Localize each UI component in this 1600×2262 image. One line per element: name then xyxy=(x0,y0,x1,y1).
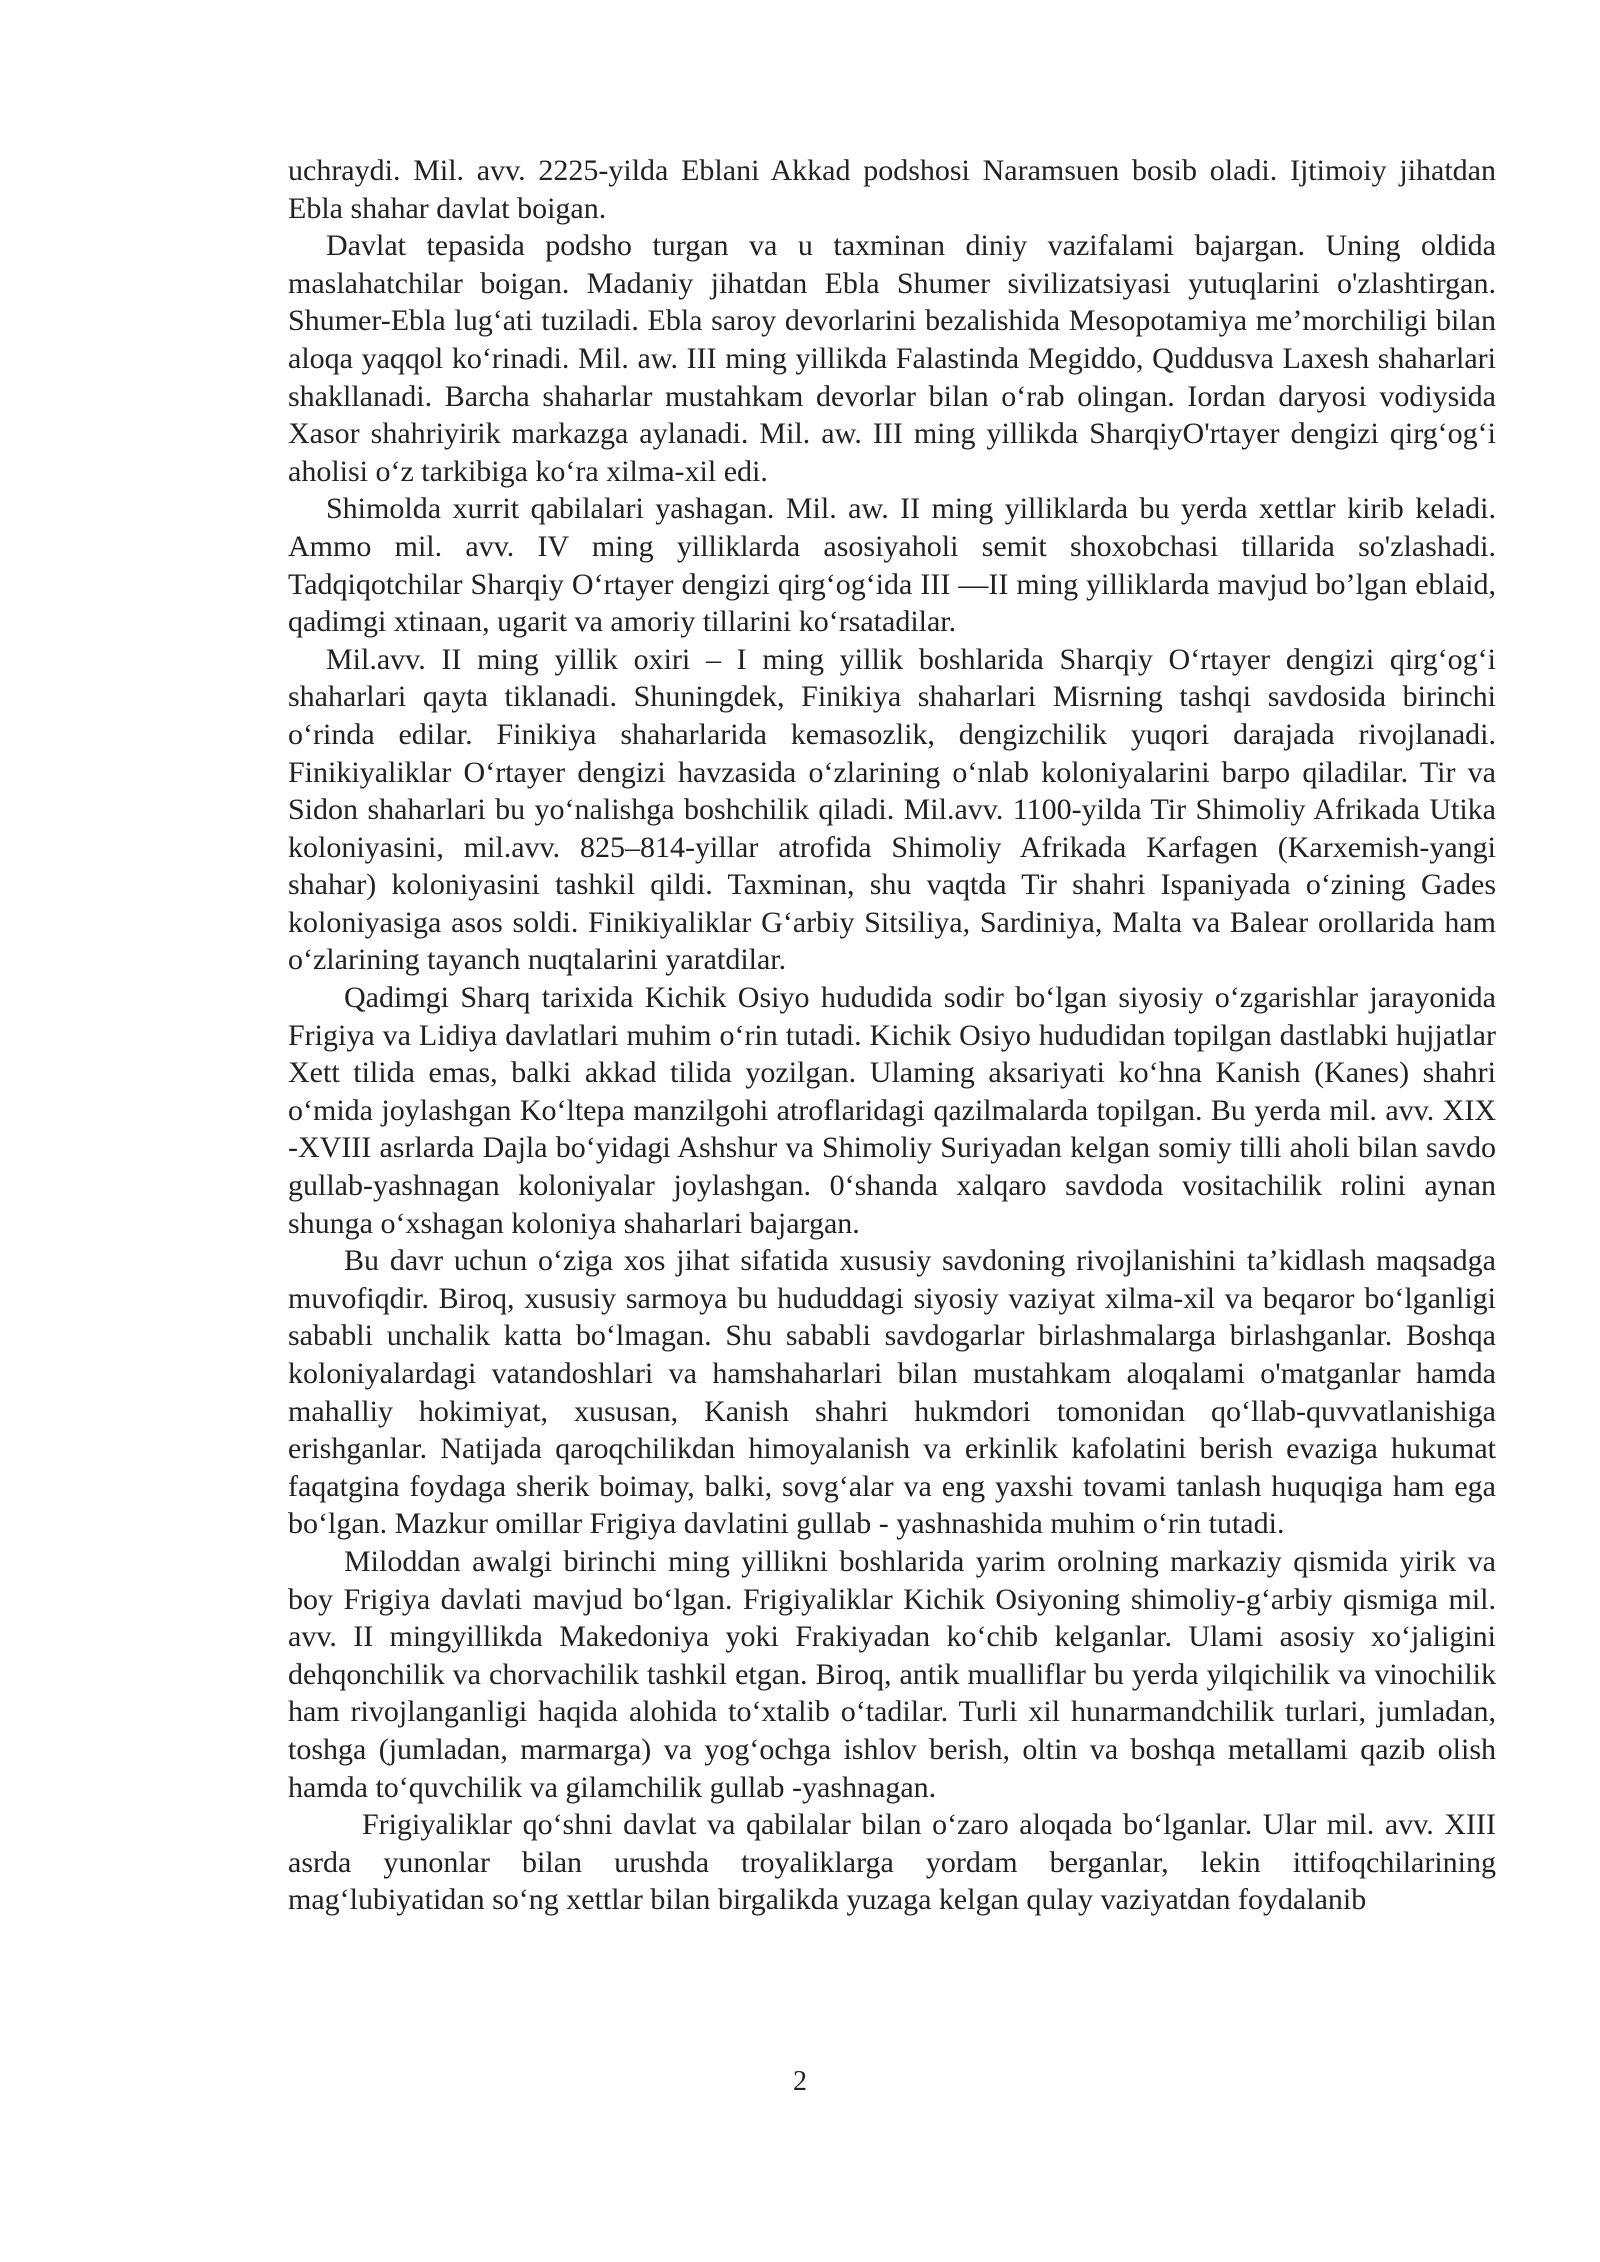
body-text xyxy=(288,152,1496,1919)
paragraph-1: uchraydi. Mil. avv. 2225-yilda Eblani Akkad podshosi Naramsuen bosib oladi. Ijtimoiy jihatdan Ebla shahar davlat boigan. xyxy=(288,154,1496,225)
paragraph-6: Bu davr uchun o‘ziga xos jihat sifatida xususiy savdoning rivojlanishini ta’kidlash maqsadga muvofiqdir. Biroq, xususiy sarmoya bu hududdagi siyosiy vaziyat xilma-xil va beqaror bo‘lganligi sababli unchalik katta bo‘lmagan. Shu sababli savdogarlar birlashmalarga birlashganlar. Boshqa koloniyalardagi vatandoshlari va hamshaharlari bilan mustahkam aloqalami o'matganlar hamda mahalliy hokimiyat, xususan, Kanish shahri hukmdori tomonidan qo‘llab-quvvatlanishiga erishganlar. Natijada qaroqchilikdan himoyalanish va erkinlik kafolatini berish evaziga hukumat faqatgina foydaga sherik boimay, balki, sovg‘alar va eng yaxshi tovami tanlash huquqiga ham ega bo‘lgan. Mazkur omillar Frigiya davlatini gullab - yashnashida muhim o‘rin tutadi. xyxy=(288,1244,1496,1541)
paragraph-2: Davlat tepasida podsho turgan va u taxminan diniy vazifalami bajargan. Uning oldida maslahatchilar boigan. Madaniy jihatdan Ebla Shumer sivilizatsiyasi yutuqlarini o'zlashtirgan. Shumer-Ebla lug‘ati tuziladi. Ebla saroy devorlarini bezalishida Mesopotamiya me’morchiligi bilan aloqa yaqqol ko‘rinadi. Mil. aw. III ming yillikda Falastinda Megiddo, Quddusva Laxesh shaharlari shakllanadi. Barcha shaharlar mustahkam devorlar bilan o‘rab olingan. Iordan daryosi vodiysida Xasor shahriyirik markazga aylanadi. Mil. aw. III ming yillikda SharqiyO'rtayer dengizi qirg‘og‘i aholisi o‘z tarkibiga ko‘ra xilma-xil edi. xyxy=(288,229,1496,488)
paragraph-3: Shimolda xurrit qabilalari yashagan. Mil. aw. II ming yilliklarda bu yerda xettlar kirib keladi. Ammo mil. avv. IV ming yilliklarda asosiyaholi semit shoxobchasi tillarida so'zlashadi. Tadqiqotchilar Sharqiy O‘rtayer dengizi qirg‘og‘ida III —II ming yilliklarda mavjud bo’lgan eblaid, qadimgi xtinaan, ugarit va amoriy tillarini ko‘rsatadilar. xyxy=(288,492,1496,639)
paragraph-7: Miloddan awalgi birinchi ming yillikni boshlarida yarim orolning markaziy qismida yirik va boy Frigiya davlati mavjud bo‘lgan. Frigiyaliklar Kichik Osiyoning shimoliy-g‘arbiy qismiga mil. avv. II mingyillikda Makedoniya yoki Frakiyadan ko‘chib kelganlar. Ulami asosiy xo‘jaligini dehqonchilik va chorvachilik tashkil etgan. Biroq, antik mualliflar bu yerda yilqichilik va vinochilik ham rivojlanganligi haqida alohida to‘xtalib o‘tadilar. Turli xil hunarmandchilik turlari, jumladan, toshga (jumladan, marmarga) va yog‘ochga ishlov berish, oltin va boshqa metallami qazib olish hamda to‘quvchilik va gilamchilik gullab -yashnagan. xyxy=(288,1544,1496,1804)
paragraph-8: Frigiyaliklar qo‘shni davlat va qabilalar bilan o‘zaro aloqada bo‘lganlar. Ular mil. avv. XIII asrda yunonlar bilan urushda troyaliklarga yordam berganlar, lekin ittifoqchilarining mag‘lubiyatidan so‘ng xettlar bilan birgalikda yuzaga kelgan qulay vaziyatdan foydalanib xyxy=(288,1808,1496,1917)
paragraph-4: Mil.avv. II ming yillik oxiri – I ming yillik boshlarida Sharqiy O‘rtayer dengizi qirg‘og‘i shaharlari qayta tiklanadi. Shuningdek, Finikiya shaharlari Misrning tashqi savdosida birinchi o‘rinda edilar. Finikiya shaharlarida kemasozlik, dengizchilik yuqori darajada rivojlanadi. Finikiyaliklar O‘rtayer dengizi havzasida o‘zlarining o‘nlab koloniyalarini barpo qiladilar. Tir va Sidon shaharlari bu yo‘nalishga boshchilik qiladi. Mil.avv. 1100-yilda Tir Shimoliy Afrikada Utika koloniyasini, mil.avv. 825–814-yillar atrofida Shimoliy Afrikada Karfagen (Karxemish-yangi shahar) koloniyasini tashkil qildi. Taxminan, shu vaqtda Tir shahri Ispaniyada o‘zining Gades koloniyasiga asos soldi. Finikiyaliklar G‘arbiy Sitsiliya, Sardiniya, Malta va Balear orollarida ham o‘zlarining tayanch nuqtalarini yaratdilar. xyxy=(288,642,1496,977)
paragraph-5: Qadimgi Sharq tarixida Kichik Osiyo hududida sodir bo‘lgan siyosiy o‘zgarishlar jarayonida Frigiya va Lidiya davlatlari muhim o‘rin tutadi. Kichik Osiyo hududidan topilgan dastlabki hujjatlar Xett tilida emas, balki akkad tilida yozilgan. Ulaming aksariyati ko‘hna Kanish (Kanes) shahri o‘mida joylashgan Ko‘ltepa manzilgohi atroflaridagi qazilmalarda topilgan. Bu yerda mil. avv. XIX -XVIII asrlarda Dajla bo‘yidagi Ashshur va Shimoliy Suriyadan kelgan somiy tilli aholi bilan savdo gullab-yashnagan koloniyalar joylashgan. 0‘shanda xalqaro savdoda vositachilik rolini aynan shunga o‘xshagan koloniya shaharlari bajargan. xyxy=(288,981,1496,1240)
page-number: 2 xyxy=(793,2066,807,2097)
